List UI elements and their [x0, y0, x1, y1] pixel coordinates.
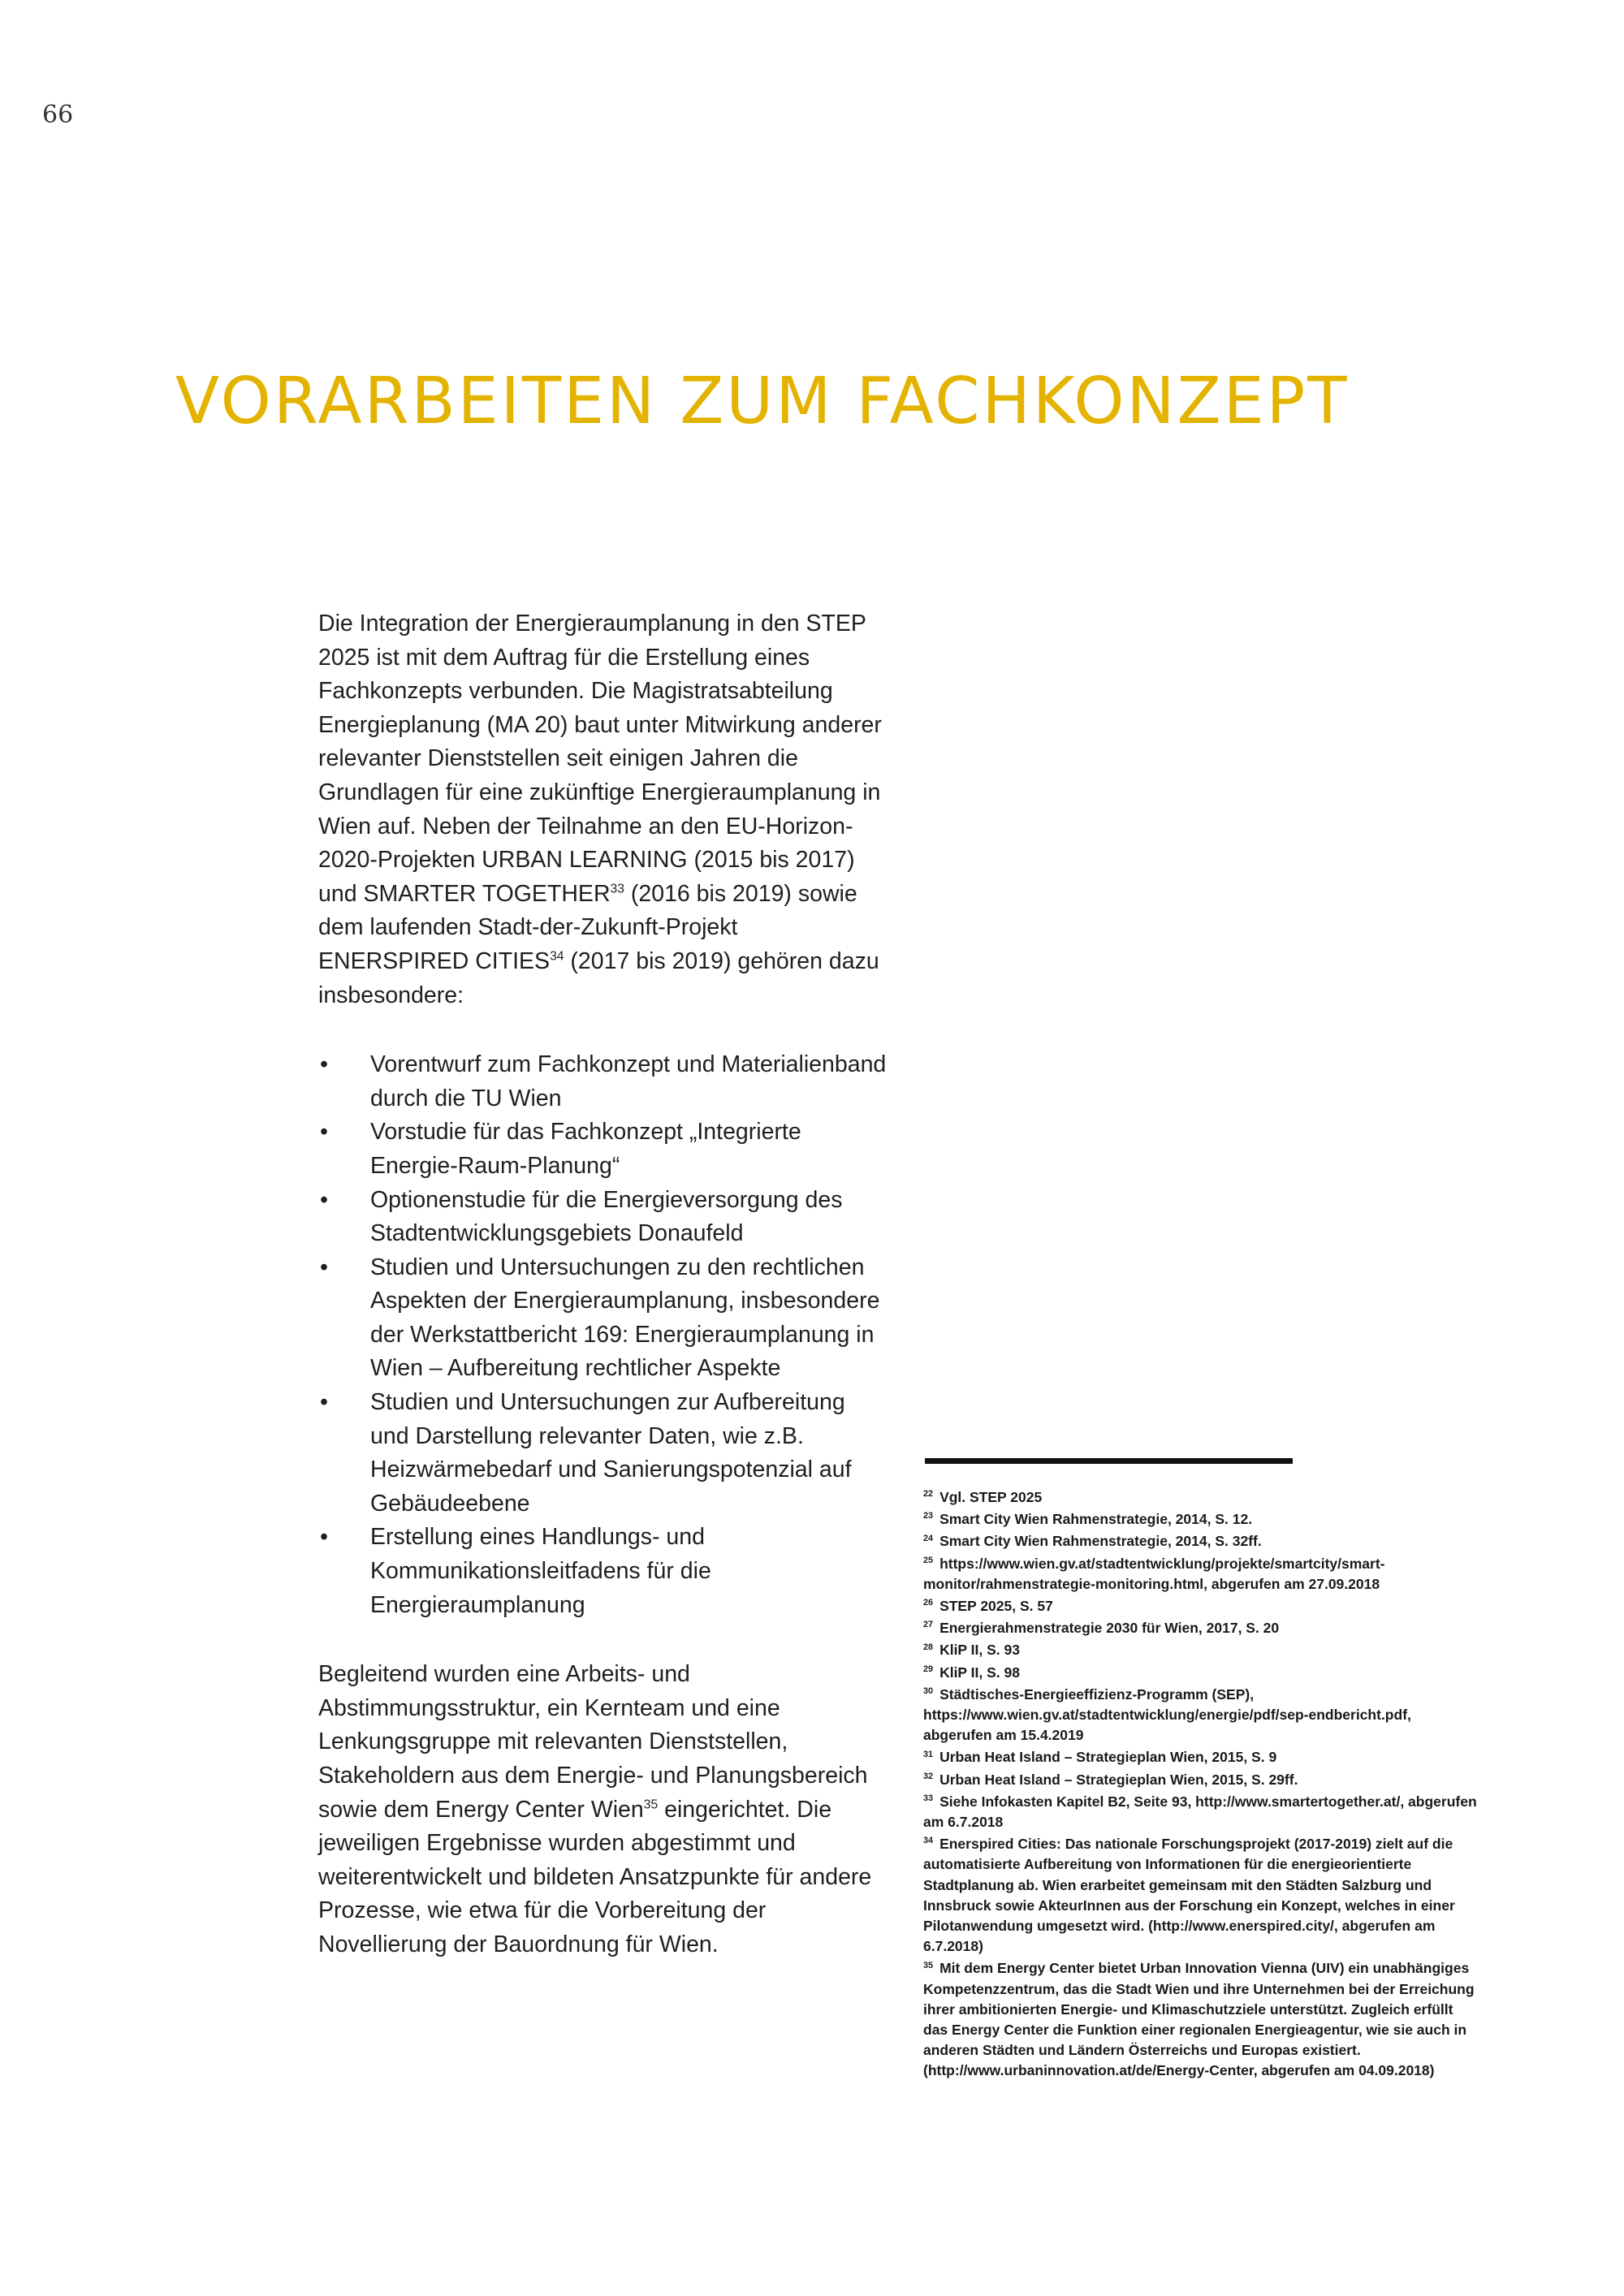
closing-paragraph: [318, 1658, 887, 1962]
footnote-number: 33: [923, 1793, 934, 1804]
footnote: [923, 1770, 1479, 1790]
page-number: 66: [42, 101, 74, 129]
list-item-text: Vorentwurf zum Fachkonzept und Materialienband durch die TU Wien: [370, 1051, 887, 1111]
footnote-ref-35: 35: [643, 1798, 659, 1812]
list-item-text: Studien und Untersuchungen zur Aufbereitung und Darstellung relevanter Daten, wie z.B. Heizwärmebedarf und Sanierungspotenzial auf Gebäudeebene: [370, 1389, 852, 1517]
bullet-icon: •: [320, 1254, 328, 1280]
footnote-number: 30: [923, 1686, 934, 1696]
footnote: [923, 1596, 1479, 1616]
footnote-number: 35: [923, 1960, 934, 1970]
footnote-text: Enerspired Cities: Das nationale Forschungsprojekt (2017-2019) zielt auf die automatisierte Aufbereitung von Informationen für die energieorientierte Stadtplanung ab. Wien erarbeitet gemeinsam mit den Städten Salzburg und Innsbruck sowie AkteurInnen aus der Forschung ein Konzept, welches in einer Pilotanwendung umgesetzt wird. (http://www.enerspired.city/, abgerufen am 6.7.2018): [923, 1836, 1455, 1955]
footnote-number: 22: [923, 1489, 934, 1500]
footnote: [923, 1747, 1479, 1767]
footnote-text: KliP II, S. 93: [939, 1642, 1020, 1659]
footnote-number: 34: [923, 1836, 934, 1846]
footnote: [923, 1487, 1479, 1508]
footnote-text: Siehe Infokasten Kapitel B2, Seite 93, http://www.smartertogether.at/, abgerufen am 6.7.2018: [923, 1793, 1477, 1831]
intro-text-1: Die Integration der Energieraumplanung in den STEP 2025 ist mit dem Auftrag für die Erstellung eines Fachkonzepts verbunden. Die Magistratsabteilung Energieplanung (MA 20) baut unter Mitwirkung anderer relevanter Dienststellen seit einigen Jahren die Grundlagen für eine zukünftige Energieraumplanung in Wien auf. Neben der Teilnahme an den EU-Horizon-2020-Projekten URBAN LEARNING (2015 bis 2017) und SMARTER TOGETHER: [318, 611, 882, 907]
list-item: [318, 1116, 887, 1183]
footnote-ref-33: 33: [610, 882, 624, 896]
list-item: [318, 1251, 887, 1386]
footnote-number: 29: [923, 1664, 934, 1674]
list-item-text: Erstellung eines Handlungs- und Kommunikationsleitfadens für die Energieraumplanung: [370, 1524, 711, 1618]
footnote-text: Urban Heat Island – Strategieplan Wien, 2015, S. 29ff.: [939, 1771, 1298, 1788]
intro-text-3: (2017 bis 2019) gehören dazu insbesondere:: [318, 947, 879, 1008]
footnote-text: Urban Heat Island – Strategieplan Wien, 2015, S. 9: [939, 1749, 1277, 1766]
footnote-number: 25: [923, 1555, 934, 1565]
footnote: [923, 1792, 1479, 1832]
footnote: [923, 1531, 1479, 1552]
footnote: [923, 1554, 1479, 1595]
closing-text-2: eingerichtet. Die jeweiligen Ergebnisse wurden abgestimmt und weiterentwickelt und bildeten Ansatzpunkte für andere Prozesse, wie etwa für die Vorbereitung der Novellierung der Bauordnung für Wien.: [318, 1796, 872, 1957]
list-item-text: Studien und Untersuchungen zu den rechtlichen Aspekten der Energieraumplanung, insbesondere der Werkstattbericht 169: Energieraumplanung in Wien – Aufbereitung rechtlicher Aspekte: [370, 1254, 880, 1382]
footnotes: [923, 1487, 1479, 2082]
footnote-number: 24: [923, 1533, 934, 1543]
footnote-ref-34: 34: [550, 949, 564, 964]
intro-paragraph: [318, 607, 887, 1012]
list-item: [318, 1521, 887, 1622]
footnote-number: 31: [923, 1749, 934, 1759]
footnote-number: 27: [923, 1620, 934, 1630]
bullet-icon: •: [320, 1186, 328, 1213]
footnote: [923, 1958, 1479, 2081]
list-item: [318, 1184, 887, 1251]
footnote-text: KliP II, S. 98: [939, 1664, 1020, 1681]
main-text-column: [318, 607, 887, 1962]
footnote-text: Smart City Wien Rahmenstrategie, 2014, S. 12.: [939, 1511, 1253, 1528]
list-item-text: Optionenstudie für die Energieversorgung des Stadtentwicklungsgebiets Donaufeld: [370, 1186, 843, 1247]
footnote: [923, 1509, 1479, 1530]
footnote: [923, 1834, 1479, 1957]
footnote-number: 28: [923, 1642, 934, 1652]
bullet-icon: •: [320, 1389, 328, 1416]
footnote-text: Smart City Wien Rahmenstrategie, 2014, S. 32ff.: [939, 1533, 1262, 1550]
footnote-text: https://www.wien.gv.at/stadtentwicklung/projekte/smartcity/smart-monitor/rahmenstrategie-monitoring.html, abgerufen am 27.09.2018: [923, 1555, 1385, 1592]
bullet-icon: •: [320, 1051, 328, 1078]
footnote-text: Vgl. STEP 2025: [939, 1489, 1043, 1505]
list-item: [318, 1386, 887, 1521]
footnote: [923, 1663, 1479, 1683]
footnote: [923, 1685, 1479, 1746]
footnote: [923, 1640, 1479, 1660]
closing-text-1: Begleitend wurden eine Arbeits- und Abstimmungsstruktur, ein Kernteam und eine Lenkungsgruppe mit relevanten Dienststellen, Stakeholdern aus dem Energie- und Planungsbereich sowie dem Energy Center Wien: [318, 1661, 868, 1823]
footnote-text: Städtisches-Energieeffizienz-Programm (SEP), https://www.wien.gv.at/stadtentwicklung/energie/pdf/sep-endbericht.pdf, abgerufen am 15.4.2019: [923, 1685, 1411, 1744]
list-item: [318, 1048, 887, 1116]
intro-text-2: (2016 bis 2019) sowie dem laufenden Stadt-der-Zukunft-Projekt ENERSPIRED CITIES: [318, 880, 857, 974]
footnote-text: Mit dem Energy Center bietet Urban Innovation Vienna (UIV) ein unabhängiges Kompetenzzentrum, das die Stadt Wien und ihre Unternehmen bei der Erreichung ihrer ambitionierten Energie- und Klimaschutzziele unterstützt. Zugleich erfüllt das Energy Center die Funktion einer regionalen Energieagentur, wie sie auch in anderen Städten und Ländern Österreichs und Europas existiert. (http://www.urbaninnovation.at/de/Energy-Center, abgerufen am 04.09.2018): [923, 1960, 1475, 2079]
footnote-divider: [925, 1458, 1293, 1464]
page-title: VORARBEITEN ZUM FACHKONZEPT: [175, 364, 1350, 438]
bullet-list: [318, 1048, 887, 1622]
footnote-text: STEP 2025, S. 57: [939, 1598, 1053, 1615]
bullet-icon: •: [320, 1119, 328, 1146]
list-item-text: Vorstudie für das Fachkonzept „Integrierte Energie-Raum-Planung“: [370, 1119, 801, 1179]
footnote-number: 23: [923, 1511, 934, 1521]
footnote-number: 32: [923, 1771, 934, 1781]
footnote-text: Energierahmenstrategie 2030 für Wien, 2017, S. 20: [939, 1620, 1280, 1637]
footnote-number: 26: [923, 1598, 934, 1608]
footnote: [923, 1618, 1479, 1638]
bullet-icon: •: [320, 1524, 328, 1551]
